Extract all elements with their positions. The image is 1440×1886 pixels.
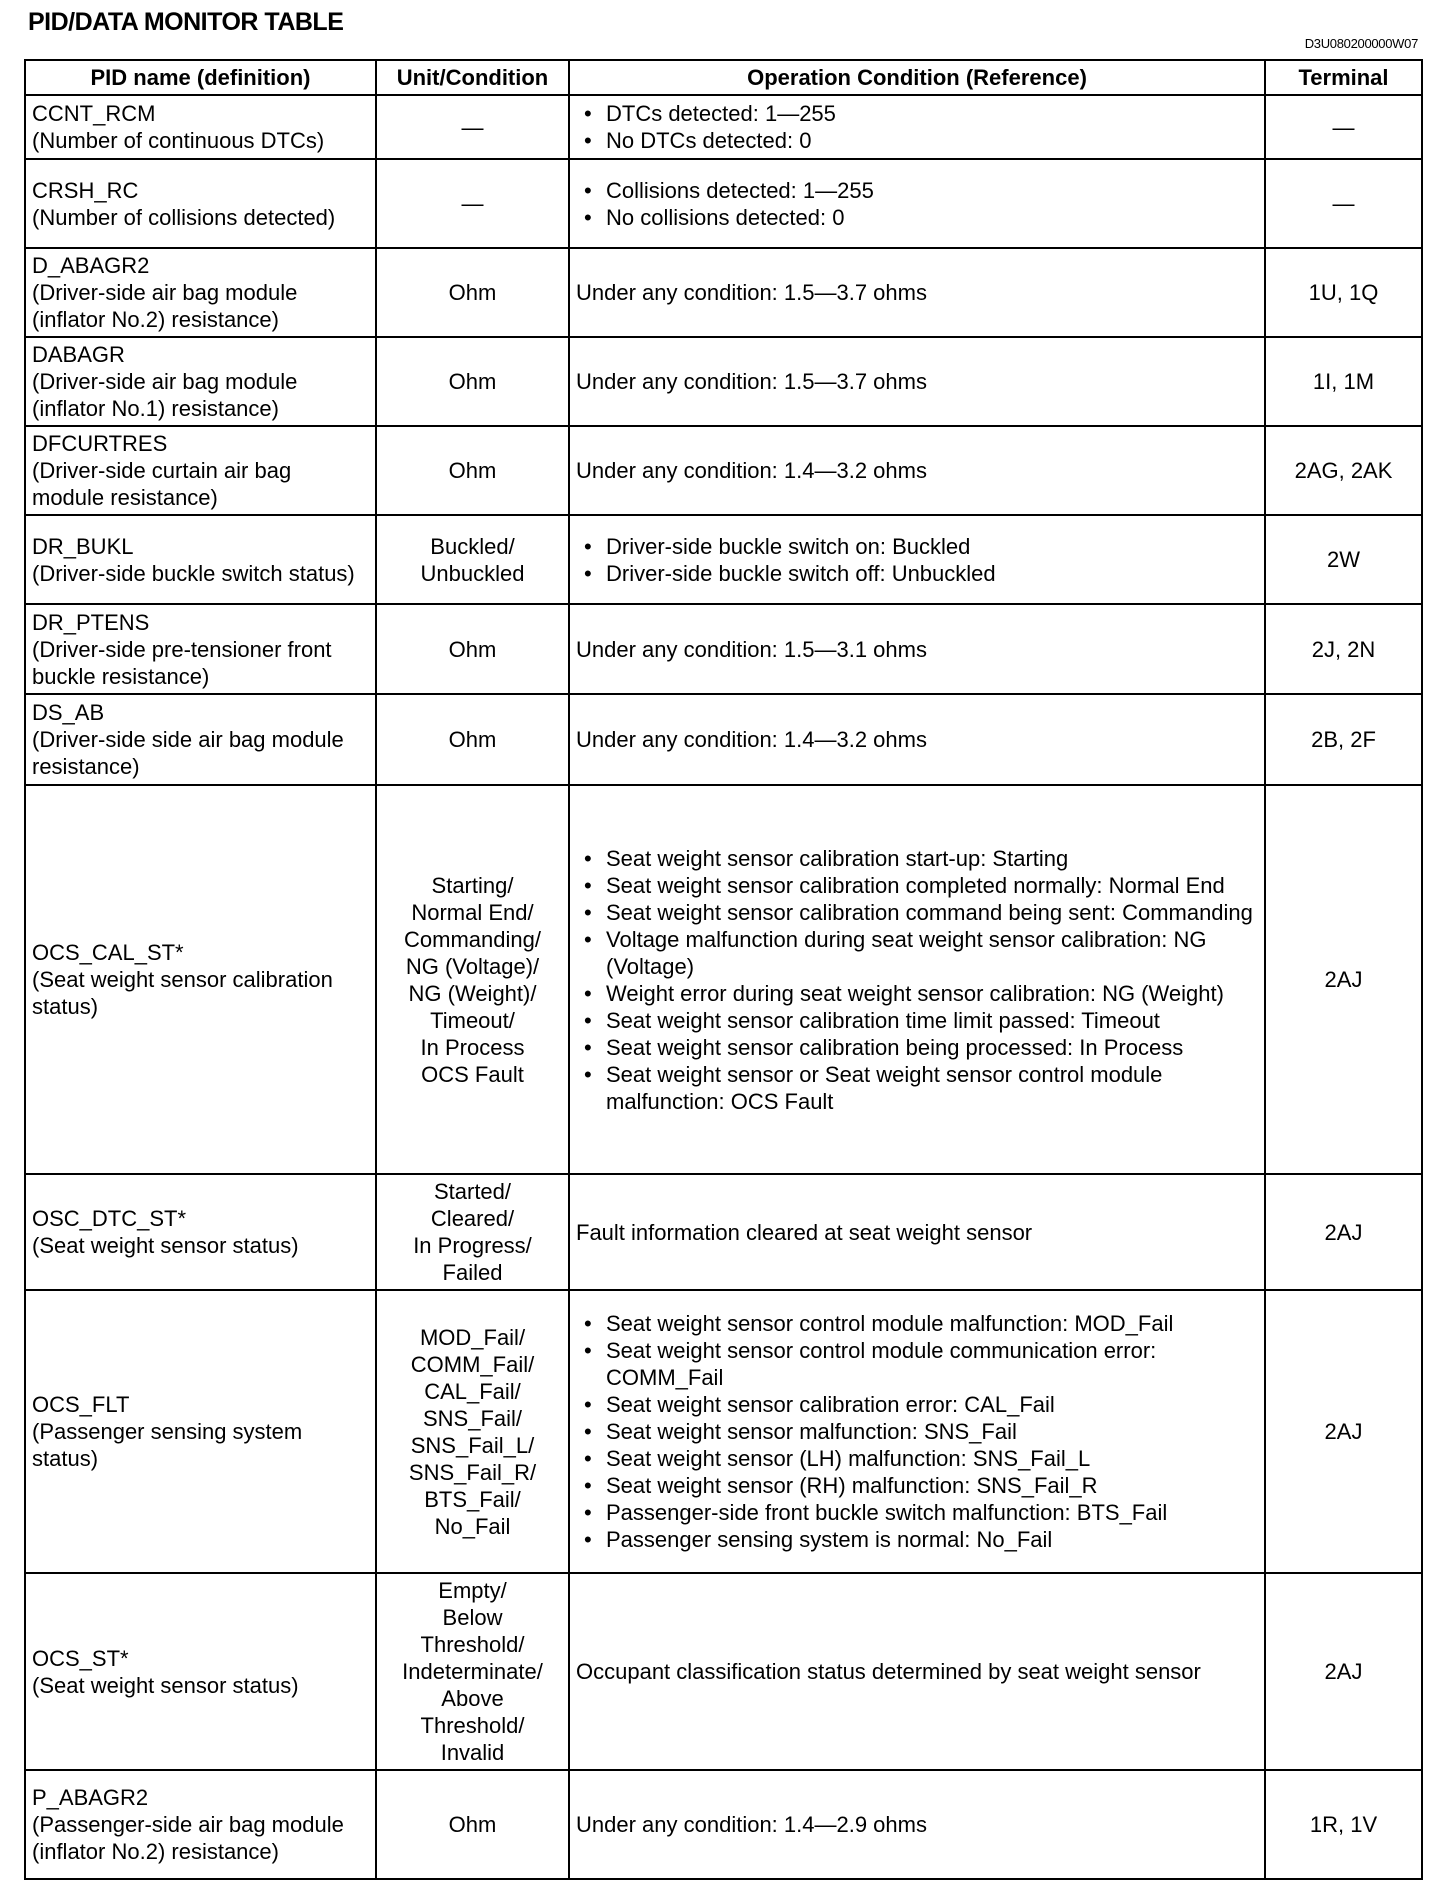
terminal-cell: 2B, 2F [1265, 694, 1422, 785]
condition-item: • Seat weight sensor (LH) malfunction: SNS_Fail_L [606, 1445, 1258, 1472]
condition-item: • Voltage malfunction during seat weight sensor calibration: NG (Voltage) [606, 926, 1258, 980]
condition-item: • Seat weight sensor control module communication error: COMM_Fail [606, 1337, 1258, 1391]
operation-condition-cell [569, 785, 1265, 1174]
condition-list [576, 1310, 1258, 1553]
terminal-cell: — [1265, 95, 1422, 159]
terminal-cell: 2AJ [1265, 1174, 1422, 1290]
operation-condition-cell: Under any condition: 1.4—3.2 ohms [569, 694, 1265, 785]
terminal-cell: 1U, 1Q [1265, 248, 1422, 337]
table-row [25, 95, 1422, 159]
condition-item: • No DTCs detected: 0 [606, 127, 1258, 154]
condition-item: • Seat weight sensor calibration command being sent: Commanding [606, 899, 1258, 926]
table-row [25, 694, 1422, 785]
condition-list [576, 100, 1258, 154]
unit-condition-cell: MOD_Fail/ COMM_Fail/ CAL_Fail/ SNS_Fail/ SNS_Fail_L/ SNS_Fail_R/ BTS_Fail/ No_Fail [376, 1290, 569, 1573]
pid-name-cell [25, 1573, 376, 1770]
condition-item: • Driver-side buckle switch off: Unbuckled [606, 560, 1258, 587]
table-row [25, 1573, 1422, 1770]
pid-definition: (Passenger sensing system status) [32, 1419, 303, 1471]
table-row [25, 248, 1422, 337]
condition-item: • Seat weight sensor control module malfunction: MOD_Fail [606, 1310, 1258, 1337]
unit-condition-cell: — [376, 95, 569, 159]
pid-definition: (Driver-side side air bag module resistance) [32, 727, 344, 779]
document-code: D3U080200000W07 [1304, 36, 1418, 51]
condition-list [576, 845, 1258, 1115]
header-row [25, 60, 1422, 95]
pid-definition: (Number of collisions detected) [32, 204, 336, 230]
operation-condition-cell: Under any condition: 1.5—3.7 ohms [569, 337, 1265, 426]
pid-name-cell [25, 1290, 376, 1573]
pid-name-cell [25, 426, 376, 515]
unit-condition-cell: Started/ Cleared/ In Progress/ Failed [376, 1174, 569, 1290]
terminal-cell: 1I, 1M [1265, 337, 1422, 426]
pid-name: OCS_FLT [32, 1392, 130, 1417]
terminal-cell: — [1265, 159, 1422, 248]
header-operation-condition: Operation Condition (Reference) [569, 60, 1265, 95]
unit-condition-cell: Ohm [376, 1770, 569, 1879]
operation-condition-cell [569, 515, 1265, 604]
condition-item: • No collisions detected: 0 [606, 204, 1258, 231]
condition-list [576, 177, 1258, 231]
table-row [25, 159, 1422, 248]
unit-condition-cell: Starting/ Normal End/ Commanding/ NG (Voltage)/ NG (Weight)/ Timeout/ In Process OCS Fault [376, 785, 569, 1174]
pid-definition: (Driver-side buckle switch status) [32, 560, 355, 586]
unit-condition-cell: Empty/ Below Threshold/ Indeterminate/ Above Threshold/ Invalid [376, 1573, 569, 1770]
unit-condition-cell: Ohm [376, 337, 569, 426]
pid-name: CCNT_RCM [32, 101, 156, 126]
condition-item: • Passenger sensing system is normal: No_Fail [606, 1526, 1258, 1553]
table-row [25, 1290, 1422, 1573]
pid-name: OCS_ST* [32, 1645, 129, 1671]
pid-definition: (Driver-side curtain air bag module resistance) [32, 458, 292, 510]
pid-name-cell [25, 1174, 376, 1290]
operation-condition-cell: Under any condition: 1.4—3.2 ohms [569, 426, 1265, 515]
pid-name-cell [25, 95, 376, 159]
table-row [25, 337, 1422, 426]
pid-name: CRSH_RC [32, 177, 139, 203]
pid-definition: (Driver-side air bag module (inflator No.1) resistance) [32, 369, 298, 421]
condition-item: • Driver-side buckle switch on: Buckled [606, 533, 1258, 560]
unit-condition-cell: Ohm [376, 426, 569, 515]
terminal-cell: 2J, 2N [1265, 604, 1422, 694]
pid-name-cell [25, 604, 376, 694]
terminal-cell: 2AG, 2AK [1265, 426, 1422, 515]
pid-name-cell [25, 515, 376, 604]
terminal-cell: 1R, 1V [1265, 1770, 1422, 1879]
condition-list [576, 533, 1258, 587]
operation-condition-cell [569, 1290, 1265, 1573]
table-row [25, 604, 1422, 694]
condition-item: • Weight error during seat weight sensor calibration: NG (Weight) [606, 980, 1258, 1007]
terminal-cell: 2W [1265, 515, 1422, 604]
pid-name: P_ABAGR2 [32, 1785, 149, 1810]
pid-definition: (Passenger-side air bag module (inflator No.2) resistance) [32, 1812, 344, 1864]
pid-definition: (Driver-side pre-tensioner front buckle resistance) [32, 636, 332, 689]
header-pid-name: PID name (definition) [25, 60, 376, 95]
condition-item: • Seat weight sensor calibration error: CAL_Fail [606, 1391, 1258, 1418]
table-row [25, 1174, 1422, 1290]
condition-item: • DTCs detected: 1—255 [606, 100, 1258, 127]
condition-item: • Seat weight sensor calibration being processed: In Process [606, 1034, 1258, 1061]
condition-item: • Seat weight sensor calibration completed normally: Normal End [606, 872, 1258, 899]
unit-condition-cell: Buckled/ Unbuckled [376, 515, 569, 604]
pid-name-cell [25, 694, 376, 785]
pid-definition: (Seat weight sensor status) [32, 1672, 299, 1698]
pid-name-cell [25, 337, 376, 426]
unit-condition-cell: Ohm [376, 604, 569, 694]
pid-data-monitor-table [24, 59, 1423, 1880]
pid-definition: (Seat weight sensor calibration status) [32, 967, 333, 1019]
pid-definition: (Driver-side air bag module (inflator No.2) resistance) [32, 280, 298, 332]
pid-name-cell [25, 1770, 376, 1879]
condition-item: • Passenger-side front buckle switch malfunction: BTS_Fail [606, 1499, 1258, 1526]
condition-item: • Seat weight sensor malfunction: SNS_Fail [606, 1418, 1258, 1445]
header-terminal: Terminal [1265, 60, 1422, 95]
pid-name-cell [25, 785, 376, 1174]
condition-item: • Seat weight sensor or Seat weight sensor control module malfunction: OCS Fault [606, 1061, 1258, 1115]
terminal-cell: 2AJ [1265, 1290, 1422, 1573]
operation-condition-cell: Under any condition: 1.5—3.1 ohms [569, 604, 1265, 694]
pid-definition: (Number of continuous DTCs) [32, 128, 325, 153]
operation-condition-cell: Under any condition: 1.5—3.7 ohms [569, 248, 1265, 337]
terminal-cell: 2AJ [1265, 785, 1422, 1174]
unit-condition-cell: Ohm [376, 248, 569, 337]
unit-condition-cell: — [376, 159, 569, 248]
unit-condition-cell: Ohm [376, 694, 569, 785]
table-row [25, 1770, 1422, 1879]
operation-condition-cell: Fault information cleared at seat weight sensor [569, 1174, 1265, 1290]
pid-name: DS_AB [32, 700, 105, 725]
operation-condition-cell [569, 159, 1265, 248]
pid-name: DR_PTENS [32, 609, 150, 635]
operation-condition-cell: Occupant classification status determined by seat weight sensor [569, 1573, 1265, 1770]
condition-item: • Collisions detected: 1—255 [606, 177, 1258, 204]
pid-name-cell [25, 159, 376, 248]
pid-name-cell [25, 248, 376, 337]
condition-item: • Seat weight sensor calibration time limit passed: Timeout [606, 1007, 1258, 1034]
page-title: PID/DATA MONITOR TABLE [28, 8, 344, 36]
condition-item: • Seat weight sensor calibration start-up: Starting [606, 845, 1258, 872]
pid-name: OSC_DTC_ST* [32, 1206, 187, 1231]
table-row [25, 426, 1422, 515]
pid-name: D_ABAGR2 [32, 253, 150, 278]
pid-name: DABAGR [32, 342, 125, 367]
table-row [25, 515, 1422, 604]
pid-name: DR_BUKL [32, 533, 134, 559]
operation-condition-cell: Under any condition: 1.4—2.9 ohms [569, 1770, 1265, 1879]
table-row [25, 785, 1422, 1174]
terminal-cell: 2AJ [1265, 1573, 1422, 1770]
operation-condition-cell [569, 95, 1265, 159]
condition-item: • Seat weight sensor (RH) malfunction: SNS_Fail_R [606, 1472, 1258, 1499]
header-unit-condition: Unit/Condition [376, 60, 569, 95]
pid-name: OCS_CAL_ST* [32, 940, 184, 965]
pid-definition: (Seat weight sensor status) [32, 1233, 299, 1258]
pid-name: DFCURTRES [32, 431, 168, 456]
